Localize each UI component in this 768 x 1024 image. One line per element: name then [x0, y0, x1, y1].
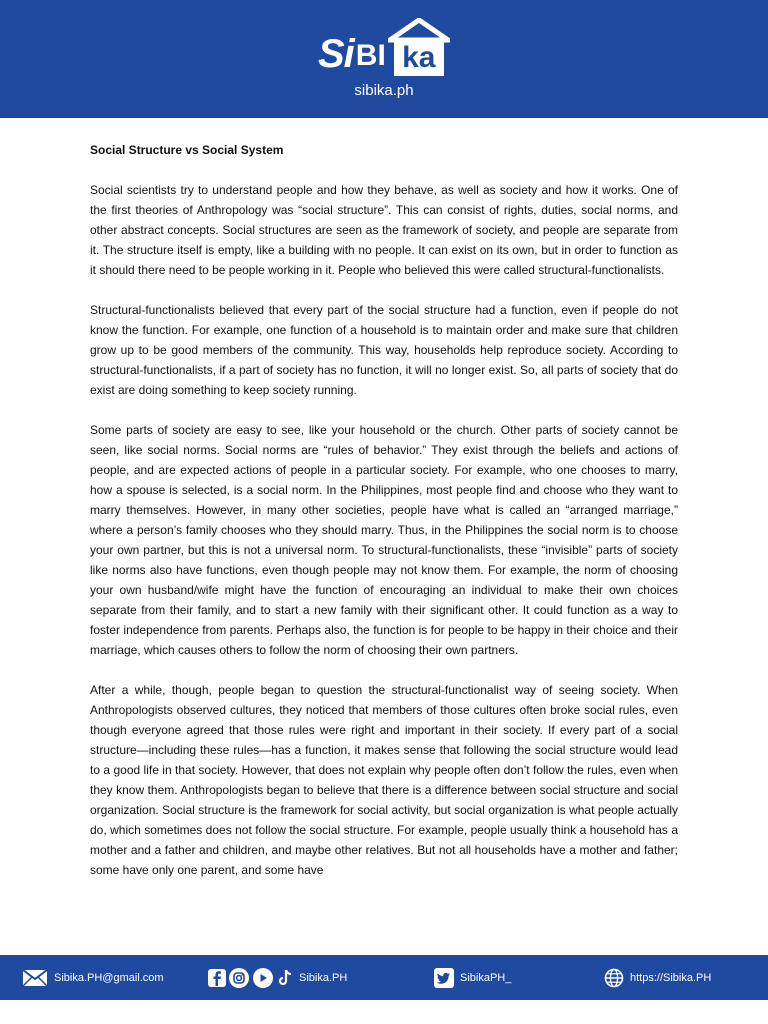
document-title: Social Structure vs Social System: [90, 143, 284, 157]
footer-website[interactable]: [604, 955, 711, 1000]
globe-icon: [604, 968, 624, 988]
document-body: [90, 140, 678, 900]
header-banner: [0, 0, 768, 118]
footer-social-handle: Sibika.PH: [299, 971, 348, 984]
footer-twitter[interactable]: [434, 955, 511, 1000]
twitter-icon: [434, 968, 454, 988]
paragraph-2: Structural-functionalists believed that every part of the social structure had a function, even if people do not know the function. For example, one function of a household is to maintain order and make sure that children grow up to be good members of the community. This way, households help reproduce society. According to structural-functionalists, if a part of society has no function, it will no longer exist. So, all parts of society that do exist are doing something to keep society running.: [90, 303, 678, 397]
mail-icon: [22, 968, 48, 988]
logo-ka-text: ka: [394, 42, 444, 76]
footer-website-text: https://Sibika.PH: [630, 971, 712, 984]
logo-si-text: Si: [318, 32, 354, 76]
footer-email-text: Sibika.PH@gmail.com: [54, 971, 164, 984]
youtube-icon: [252, 968, 274, 988]
facebook-icon: [208, 969, 226, 987]
paragraph-1: Social scientists try to understand people and how they behave, as well as society and how it works. One of the first theories of Anthropology was “social structure”. This can consist of rights, duties, social norms, and other abstract concepts. Social structures are seen as the framework of society, and people are separate from it. The structure itself is empty, like a building with no people. It can exist on its own, but in order to function as it should there need to be people working in it. People who believed this were called structural-functionalists.: [90, 183, 678, 277]
footer-banner: [0, 955, 768, 1000]
header-url[interactable]: sibika.ph: [354, 82, 414, 99]
footer-twitter-handle: SibikaPH_: [460, 971, 512, 984]
instagram-icon: [229, 968, 249, 988]
footer-email[interactable]: [22, 955, 164, 1000]
footer-social[interactable]: [208, 955, 347, 1000]
logo-bi-text: BI: [355, 39, 386, 72]
paragraph-3: Some parts of society are easy to see, like your household or the church. Other parts of society cannot be seen, like social norms. Social norms are “rules of behavior.” They exist through the beliefs and actions of people, and are expected actions of people in a particular society. For example, who one chooses to marry, how a spouse is selected, is a social norm. In the Philippines, most people find and choose who they want to marry themselves. However, in many other societies, people have what is called an “arranged marriage,” where a person’s family chooses who they should marry. Thus, in the Philippines the social norm is to choose your own partner, but this is not a universal norm. To structural-functionalists, these “invisible” parts of society like norms also have functions, even though people may not know them. For example, the norm of choosing your own husband/wife might have the function of encouraging an individual to make their own choices separate from their family, and to start a new family with their significant other. It could function as a way to foster independence from parents. Perhaps also, the function is for people to be happy in their choice and their marriage, which causes others to follow the norm of choosing their own partners.: [90, 423, 678, 657]
sibika-logo: [0, 18, 768, 108]
paragraph-4: After a while, though, people began to question the structural-functionalist way of seeing society. When Anthropologists observed cultures, they noticed that members of those cultures often broke social rules, even though everyone agreed that those rules were right and important in their society. If every part of a social structure—including these rules—has a function, it makes sense that following the social structure would lead to a good life in that society. However, that does not explain why people often don’t follow the rules, even when they know them. Anthropologists began to believe that there is a difference between social structure and social organization. Social structure is the framework for social activity, but social organization is what people actually do, which sometimes does not follow the social structure. For example, people usually think a household has a mother and a father and children, and maybe other relatives. But not all households have a mother and father; some have only one parent, and some have: [90, 683, 678, 877]
tiktok-icon: [277, 968, 293, 988]
